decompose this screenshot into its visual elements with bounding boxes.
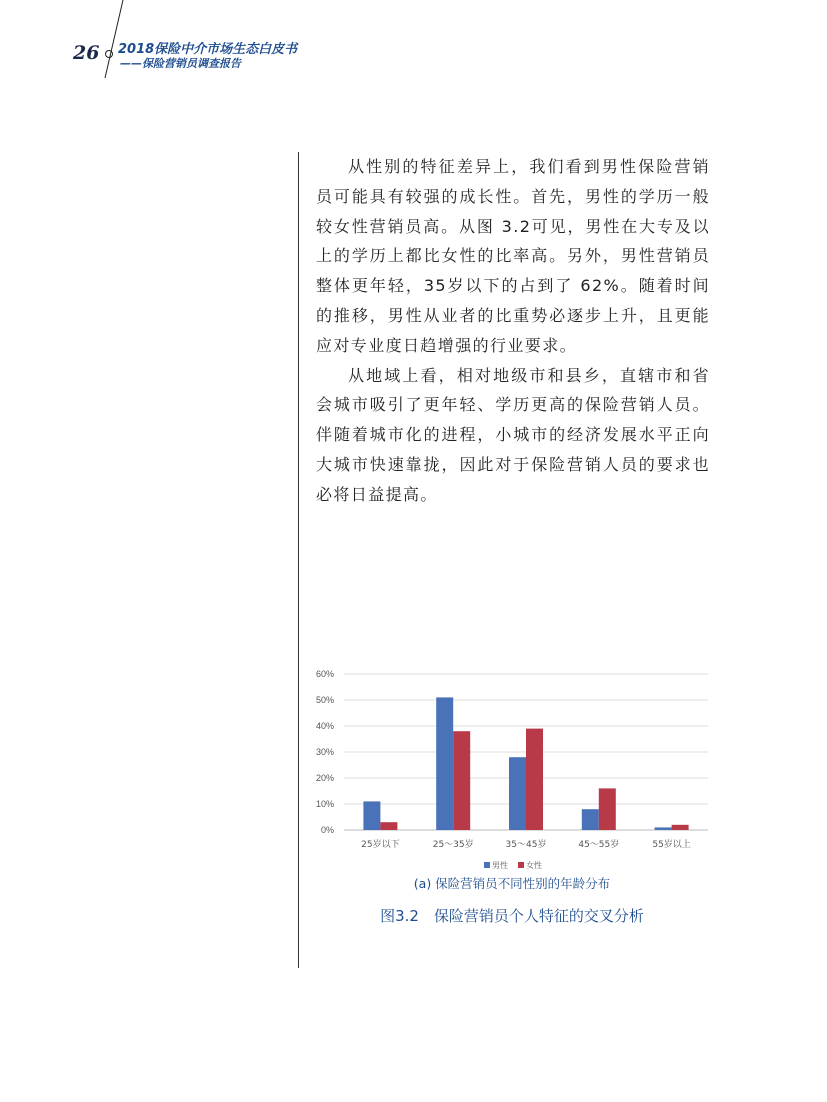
page-number: 26 — [73, 42, 100, 64]
age-gender-bar-chart — [312, 664, 712, 874]
legend-swatch — [484, 862, 490, 868]
y-tick-label: 0% — [320, 825, 334, 835]
margin-rule — [298, 152, 299, 968]
bar-female — [672, 825, 689, 830]
bar-female — [453, 731, 470, 830]
legend-label: 男性 — [492, 861, 508, 870]
x-tick-label: 25～35岁 — [432, 840, 474, 850]
bar-male — [363, 801, 380, 830]
chart-svg — [312, 664, 712, 874]
x-tick-label: 25岁以下 — [361, 840, 400, 850]
bar-male — [655, 827, 672, 830]
y-tick-label: 10% — [315, 799, 334, 809]
x-tick-label: 55岁以上 — [652, 840, 691, 850]
page-header — [0, 0, 827, 80]
y-tick-label: 50% — [315, 695, 334, 705]
legend-label: 女性 — [526, 861, 542, 870]
bar-female — [599, 788, 616, 830]
header-title: 2018保险中介市场生态白皮书 — [118, 42, 298, 57]
figure-caption: 图3.2 保险营销员个人特征的交叉分析 — [380, 907, 644, 925]
x-tick-label: 35～45岁 — [505, 840, 547, 850]
header-subtitle: ——保险营销员调查报告 — [120, 57, 241, 70]
y-tick-label: 20% — [315, 773, 334, 783]
x-tick-label: 45～55岁 — [578, 840, 620, 850]
bar-male — [509, 757, 526, 830]
bar-male — [436, 697, 453, 830]
paragraph: 从性别的特征差异上，我们看到男性保险营销员可能具有较强的成长性。首先，男性的学历一般较女性营销员高。从图 3.2可见，男性在大专及以上的学历上都比女性的比率高。另外，男性营销员整体更年轻，35岁以下的占到了 62%。随着时间的推移，男性从业者的比重势必逐步上升，且更能应对专业度日趋增强的行业要求。 — [316, 157, 710, 355]
y-tick-label: 60% — [315, 669, 334, 679]
legend-swatch — [518, 862, 524, 868]
y-tick-label: 40% — [315, 721, 334, 731]
paragraph: 从地域上看，相对地级市和县乡，直辖市和省会城市吸引了更年轻、学历更高的保险营销人员。伴随着城市化的进程，小城市的经济发展水平正向大城市快速靠拢，因此对于保险营销人员的要求也必将日益提高。 — [316, 365, 710, 504]
figure-subcaption: (a) 保险营销员不同性别的年龄分布 — [413, 876, 611, 891]
body-text — [316, 152, 710, 510]
bar-male — [582, 809, 599, 830]
bar-female — [526, 729, 543, 830]
y-tick-label: 30% — [315, 747, 334, 757]
bar-female — [380, 822, 397, 830]
